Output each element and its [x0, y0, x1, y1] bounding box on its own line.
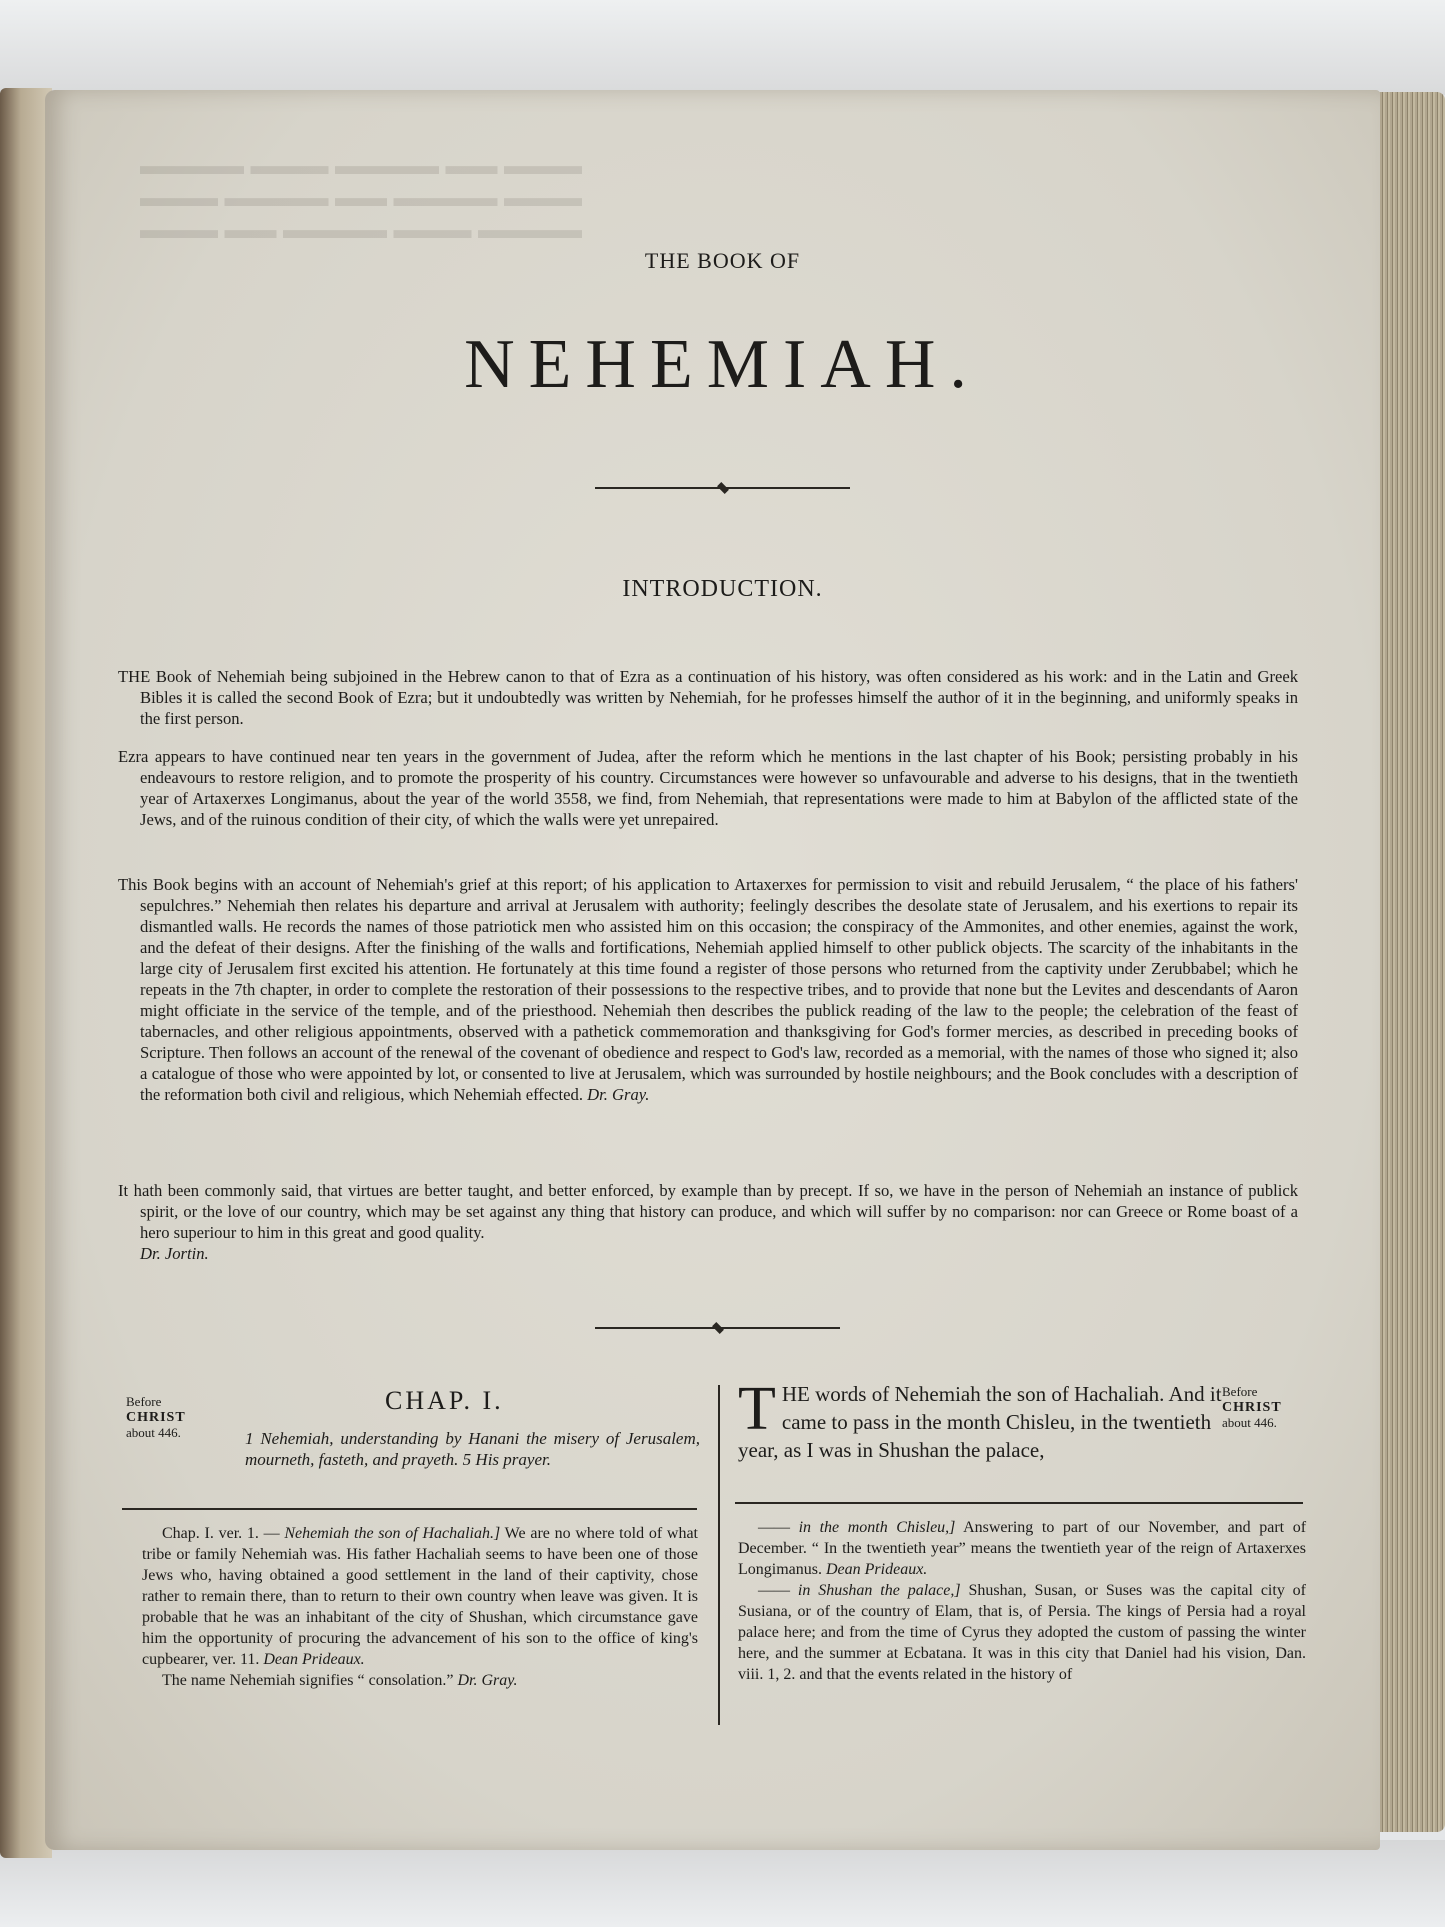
column-divider: [718, 1385, 720, 1725]
notes-rule-left: [122, 1508, 697, 1510]
section-ornament-rule: [595, 1327, 840, 1329]
note: —— in the month Chisleu,] Answering to part of our November, and part of December. “ In the twentieth year” means the twentieth year of the reign of Artaxerxes Longimanus. Dean Prideaux.: [738, 1519, 1307, 1578]
background-top: [0, 0, 1445, 95]
chapter-title: CHAP. I.: [385, 1386, 504, 1415]
book-of-heading: THE BOOK OF: [644, 248, 801, 273]
verse-1: THE words of Nehemiah the son of Hachaliah. And it came to pass in the month Chisleu, in the twentieth year, as I was in Shushan the palace,: [738, 1375, 1222, 1462]
notes-left-column: [142, 1523, 698, 1691]
chapter-summary: 1 Nehemiah, understanding by Hanani the misery of Jerusalem, mourneth, fasteth, and prayeth. 5 His prayer.: [245, 1429, 700, 1469]
note: Chap. I. ver. 1. — Nehemiah the son of Hachaliah.] We are no where told of what tribe or family Nehemiah was. His father Hachaliah seems to have been one of those Jews who, having obtained a good settlement in the land of their captivity, chose rather to remain there, than to return to their own country when leave was given. It is probable that he was an inhabitant of the city of Shushan, which circumstance gave him the opportunity of procuring the advancement of his son to the office of king's cupbearer, ver. 11. Dean Prideaux.: [142, 1525, 698, 1668]
title-ornament-rule: [595, 487, 850, 489]
note: The name Nehemiah signifies “ consolation.” Dr. Gray.: [162, 1672, 518, 1689]
drop-cap: T: [738, 1375, 776, 1443]
bleed-through-text: ▬▬▬ ▬▬ ▬▬▬▬ ▬▬▬ ▬▬▬▬ ▬▬▬ ▬▬▬▬ ▬▬ ▬▬▬▬ ▬▬▬ ▬▬▬▬ ▬▬▬ ▬▬▬▬ ▬▬ ▬▬▬: [140, 151, 582, 244]
intro-paragraph-1: THE Book of Nehemiah being subjoined in the Hebrew canon to that of Ezra as a continuation of his history, was often considered as his work: and in the Latin and Greek Bibles it is called the second Book of Ezra; but it undoubtedly was written by Nehemiah, for he professes himself the author of it in the beginning, and uniformly speaks in the first person.: [118, 667, 1298, 728]
before-christ-date-left: Before CHRIST about 446.: [126, 1394, 186, 1440]
introduction-heading: INTRODUCTION.: [622, 576, 823, 602]
author-citation: Dr. Gray.: [587, 1085, 650, 1104]
before-christ-date-right: Before CHRIST about 446.: [1222, 1384, 1282, 1430]
notes-rule-right: [735, 1502, 1303, 1504]
intro-paragraph-3: This Book begins with an account of Nehemiah's grief at this report; of his application to Artaxerxes for permission to visit and rebuild Jerusalem, “ the place of his fathers' sepulchres.” Nehemiah then relates his departure and arrival at Jerusalem with authority; feelingly describes the desolate state of Jerusalem, and his exertions to repair its dismantled walls. He records the names of those patriotick men who assisted him on this occasion; the conspiracy of the Ammonites, and other enemies, against the work, and the defeat of their designs. After the finishing of the walls and fortifications, Nehemiah applied himself to other publick objects. The scarcity of the inhabitants in the large city of Jerusalem first excited his attention. He fortunately at this time found a register of those persons who returned from the captivity under Zerubbabel; which he repeats in the 7th chapter, in order to complete the restoration of their possessions to the respective tribes, and to provide that none but the Levites and descendants of Aaron might officiate in the service of the temple, and of the priesthood. Nehemiah then describes the publick reading of the law to the people; the celebration of the feast of tabernacles, and other religious appointments, observed with a pathetick commemoration and thanksgiving for God's former mercies, as described in preceding books of Scripture. Then follows an account of the renewal of the covenant of obedience and respect to God's law, recorded as a memorial, with the names of those who signed it; also a catalogue of those who were appointed by lot, or consented to live at Jerusalem, which was surrounded by hostile neighbours; and the Book concludes with a description of the reformation both civil and religious, which Nehemiah effected. Dr. Gray.: [118, 875, 1298, 1104]
author-citation: Dr. Jortin.: [140, 1244, 209, 1263]
notes-right-column: [738, 1517, 1306, 1685]
book-title: NEHEMIAH.: [464, 326, 981, 403]
intro-paragraph-2: Ezra appears to have continued near ten years in the government of Judea, after the reform which he mentions in the last chapter of his Book; persisting probably in his endeavours to restore religion, and to promote the prosperity of his country. Circumstances were however so unfavourable and adverse to his designs, that in the twentieth year of Artaxerxes Longimanus, about the year of the world 3558, we find, from Nehemiah, that representations were made to him at Babylon of the afflicted state of the Jews, and of the ruinous condition of their city, of which the walls were yet unrepaired.: [118, 747, 1298, 829]
note: —— in Shushan the palace,] Shushan, Susan, or Suses was the capital city of Susiana, or of the country of Elam, that is, of Persia. The kings of Persia had a royal palace here; and from the time of Cyrus they adopted the custom of passing the winter here, and the summer at Ecbatana. It was in this city that Daniel had his vision, Dan. viii. 1, 2. and that the events related in the history of: [738, 1582, 1307, 1683]
intro-paragraph-4: It hath been commonly said, that virtues are better taught, and better enforced, by example than by precept. If so, we have in the person of Nehemiah an instance of publick spirit, or the love of our country, which may be set against any thing that history can produce, and which will suffer by no comparison: nor can Greece or Rome boast of a hero superiour to him in this great and good quality. Dr. Jortin.: [118, 1181, 1298, 1263]
background-bottom: [0, 1840, 1445, 1927]
